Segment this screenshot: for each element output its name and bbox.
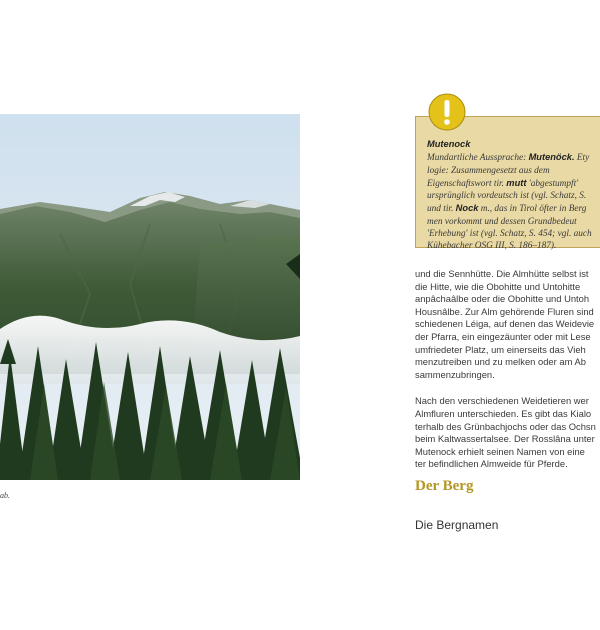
info-line-3-bold: mutt (506, 177, 527, 188)
mountain-photo (0, 114, 300, 480)
text-line: menzutreiben und zu melken oder am Ab (415, 356, 586, 368)
body-text (415, 268, 600, 471)
text-line: sammenzubringen. (415, 368, 495, 380)
text-line: beim Kaltwassertalsee. Der Rosslâna unter (415, 433, 595, 445)
text-line: ter befindlichen Almweide für Pferde. (415, 458, 568, 470)
text-line: die Hitte, wie die Obohitte und Untohitte (415, 280, 581, 292)
text-line: anpâchaâlbe oder die Obohitte und Untoh (415, 293, 590, 305)
info-line-4: ursprünglich vordeutsch ist (vgl. Schatz, S. (427, 191, 587, 202)
exclamation-icon (428, 93, 466, 131)
info-box-text (427, 138, 600, 253)
info-line-5: und tir. (427, 204, 456, 215)
info-line-3: Eigenschaftswort tir. (427, 178, 507, 189)
info-line-8: Kühebacher OSG III, S. 186–187). (427, 241, 557, 252)
paragraph-2 (415, 395, 600, 471)
info-line-6: men vorkommt und dessen Grundbedeut (427, 216, 577, 227)
info-line-1: Mundartliche Aussprache: (427, 153, 529, 164)
text-line: Almfluren unterschieden. Es gibt das Kialo (415, 407, 592, 419)
info-line-1-end: Ety (574, 153, 590, 164)
paragraph-1 (415, 268, 600, 381)
text-line: und die Sennhütte. Die Almhütte selbst ist (415, 268, 589, 279)
text-line: Nach den verschiedenen Weidetieren wer (415, 395, 589, 407)
section-heading: Der Berg (415, 478, 474, 494)
info-box-title: Mutenock (427, 139, 471, 149)
info-line-3-end: 'abgestumpft' (526, 178, 579, 189)
info-line-5-end: m., das in Tirol öfter in Berg (478, 204, 587, 215)
photo-caption: ab. (0, 491, 10, 500)
text-line: der Pfarra, ein eingezäunter oder mit Lese (415, 330, 591, 342)
text-line: umfriedeter Platz, um einerseits das Vieh (415, 343, 586, 355)
text-line: terhalb des Grünbachjochs oder das Ochsn (415, 420, 596, 432)
text-line: Mutenock erhielt seinen Namen von eine (415, 445, 585, 457)
info-line-1-bold: Mutenöck. (528, 152, 575, 163)
text-line: Housnâlbe. Zur Alm gehörende Fluren sind (415, 305, 594, 317)
info-line-2: logie: Zusammengesetzt aus dem (427, 165, 550, 176)
info-line-7: 'Erhebung' ist (vgl. Schatz, S. 454; vgl. auch (427, 229, 592, 240)
info-line-5-bold: Nock (455, 203, 479, 214)
text-line: schiedenen Léiga, auf denen das Weidevie (415, 318, 595, 330)
subsection-heading: Die Bergnamen (415, 518, 499, 532)
